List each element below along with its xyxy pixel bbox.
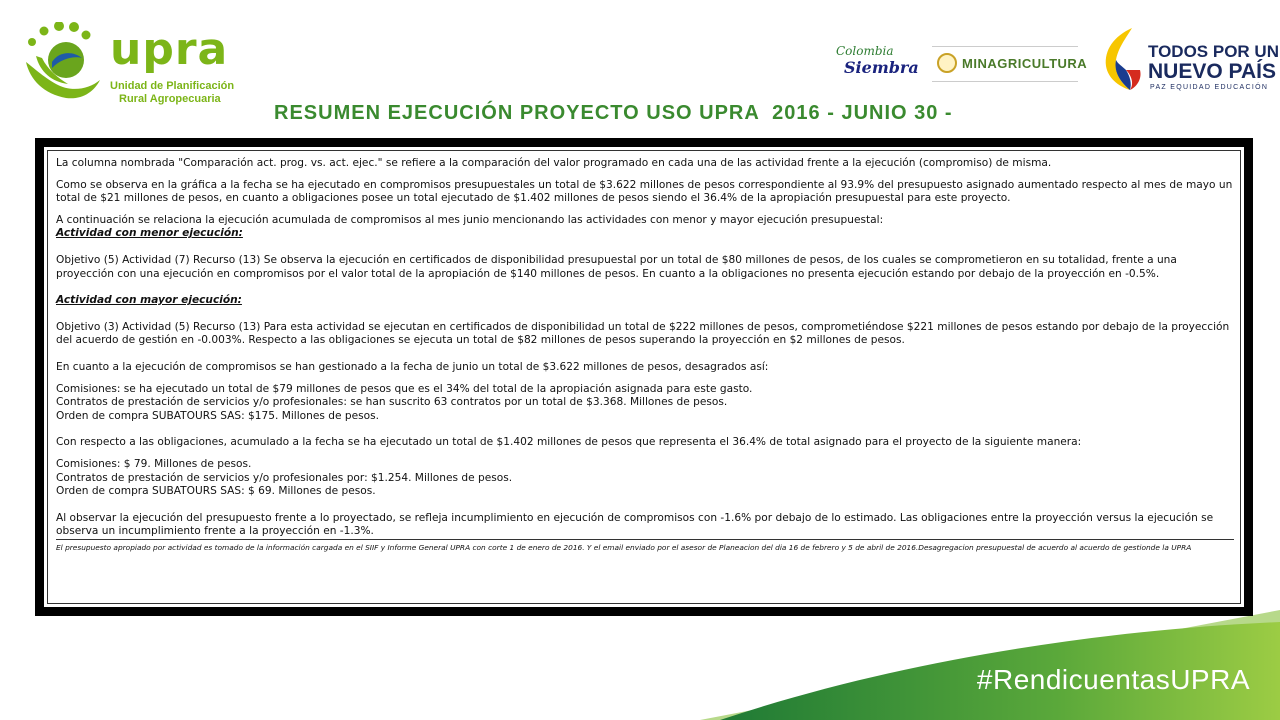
heading-menor-ejecucion: Actividad con menor ejecución: bbox=[56, 227, 243, 240]
slide-title: RESUMEN EJECUCIÓN PROYECTO USO UPRA 2016 - JUNIO 30 - bbox=[274, 102, 953, 124]
coat-of-arms-icon bbox=[937, 53, 957, 73]
report-paragraph-relation: A continuación se relaciona la ejecución acumulada de compromisos al mes junio mencionando las actividades con menor y mayor ejecución presupuestal: bbox=[56, 213, 884, 226]
report-paragraph-mayor: Objetivo (3) Actividad (5) Recurso (13) Para esta actividad se ejecutan en certificados de disponibilidad un total de $222 millones de pesos, comprometiéndose $221 millones de pesos estando por debajo de la proyección del acuerdo de gestión en -0.003%. Respecto a las obligaciones se ejecuta un total de $82 millones de pesos superando la proyección en $2 millones de pesos. bbox=[56, 320, 1230, 347]
upra-subtitle-line1: Unidad de Planificación bbox=[110, 80, 235, 92]
obligaciones-item-comisiones: Comisiones: $ 79. Millones de pesos. bbox=[56, 457, 252, 470]
report-paragraph-menor: Objetivo (5) Actividad (7) Recurso (13) Se observa la ejecución en certificados de disponibilidad presupuestal por un total de $80 millones de pesos, de los cuales se comprometieron en su totalidad, frente a una proyección con una ejecución en compromisos por el valor total de la apropiación de $140 millones de pesos. En cuanto a la obligaciones no presenta ejecución estando por debajo de la proyección en -0.5%. bbox=[56, 253, 1177, 280]
todos-tagline: PAZ EQUIDAD EDUCACIÓN bbox=[1150, 84, 1269, 91]
obligaciones-item-contratos: Contratos de prestación de servicios y/o profesionales por: $1.254. Millones de pesos. bbox=[56, 471, 513, 484]
upra-subtitle bbox=[110, 80, 234, 106]
compromisos-item-subatours: Orden de compra SUBATOURS SAS: $175. Millones de pesos. bbox=[56, 409, 380, 422]
report-paragraph-compromisos: En cuanto a la ejecución de compromisos se han gestionado a la fecha de junio un total de $3.622 millones de pesos, desagrados así: bbox=[56, 360, 769, 373]
report-paragraph-summary: Como se observa en la gráfica a la fecha se ha ejecutado en compromisos presupuestales un total de $3.622 millones de pesos correspondiente al 93.9% del presupuesto asignado aumentado respecto al mes de mayo un total de $21 millones de pesos, en cuanto a obligaciones posee un total ejecutado de $1.402 millones de pesos siendo el 36.4% de la apropiación presupuestal para este proyecto. bbox=[56, 178, 1233, 205]
colombia-siembra-line1: Colombia bbox=[836, 44, 894, 58]
colombia-siembra-logo bbox=[836, 44, 926, 84]
upra-logo bbox=[22, 22, 242, 112]
flag-swoosh-icon bbox=[1102, 26, 1148, 92]
obligaciones-item-subatours: Orden de compra SUBATOURS SAS: $ 69. Millones de pesos. bbox=[56, 485, 376, 498]
todos-por-un-nuevo-pais-logo bbox=[1102, 26, 1279, 96]
report-frame bbox=[35, 138, 1253, 616]
todos-line1: TODOS POR UN bbox=[1148, 42, 1279, 61]
report-paragraph-obligaciones: Con respecto a las obligaciones, acumulado a la fecha se ha ejecutado un total de $1.402 millones de pesos que representa el 36.4% de total asignado para el proyecto de la siguiente manera: bbox=[56, 436, 1082, 449]
minagricultura-logo bbox=[932, 46, 1088, 82]
compromisos-item-contratos: Contratos de prestación de servicios y/o profesionales: se han suscrito 63 contratos por un total de $3.368. Millones de pesos. bbox=[56, 396, 728, 409]
hashtag: #RendicuentasUPRA bbox=[976, 664, 1250, 695]
report-content bbox=[47, 150, 1241, 604]
todos-line2: NUEVO PAÍS bbox=[1148, 60, 1276, 83]
report-paragraph-conclusion: Al observar la ejecución del presupuesto frente a lo proyectado, se refleja incumplimiento en ejecución de compromisos con -1.6% por debajo de lo estimado. Las obligaciones entre la proyección versus la ejecución se observa un incumplimiento frente a la proyección en -1.3%. bbox=[56, 511, 1214, 538]
report-paragraph-intro: La columna nombrada "Comparación act. prog. vs. act. ejec." se refiere a la comparación del valor programado en cada una de las actividad frente a la ejecución (compromiso) de misma. bbox=[56, 157, 1052, 169]
colombia-siembra-line2: Siembra bbox=[844, 58, 919, 77]
report-footnote: El presupuesto apropiado por actividad es tomado de la información cargada en el SIIF y Informe General UPRA con corte 1 de enero de 2016. Y el email enviado por el asesor de Planeacion del dia 16 de febrero y 5 de abril de 2016.Desagregacion presupuestal de acuerdo al acuerdo de gestionde la UPRA bbox=[56, 539, 1234, 553]
upra-subtitle-line2: Rural Agropecuaria bbox=[119, 93, 221, 105]
report-inner-border bbox=[42, 145, 1246, 609]
upra-hands-icon bbox=[22, 22, 106, 108]
minagricultura-label: MINAGRICULTURA bbox=[962, 56, 1088, 71]
heading-mayor-ejecucion: Actividad con mayor ejecución: bbox=[56, 294, 242, 307]
upra-wordmark: upra bbox=[110, 24, 229, 75]
compromisos-item-comisiones: Comisiones: se ha ejecutado un total de $79 millones de pesos que es el 34% del total de la apropiación asignada para este gasto. bbox=[56, 382, 753, 395]
